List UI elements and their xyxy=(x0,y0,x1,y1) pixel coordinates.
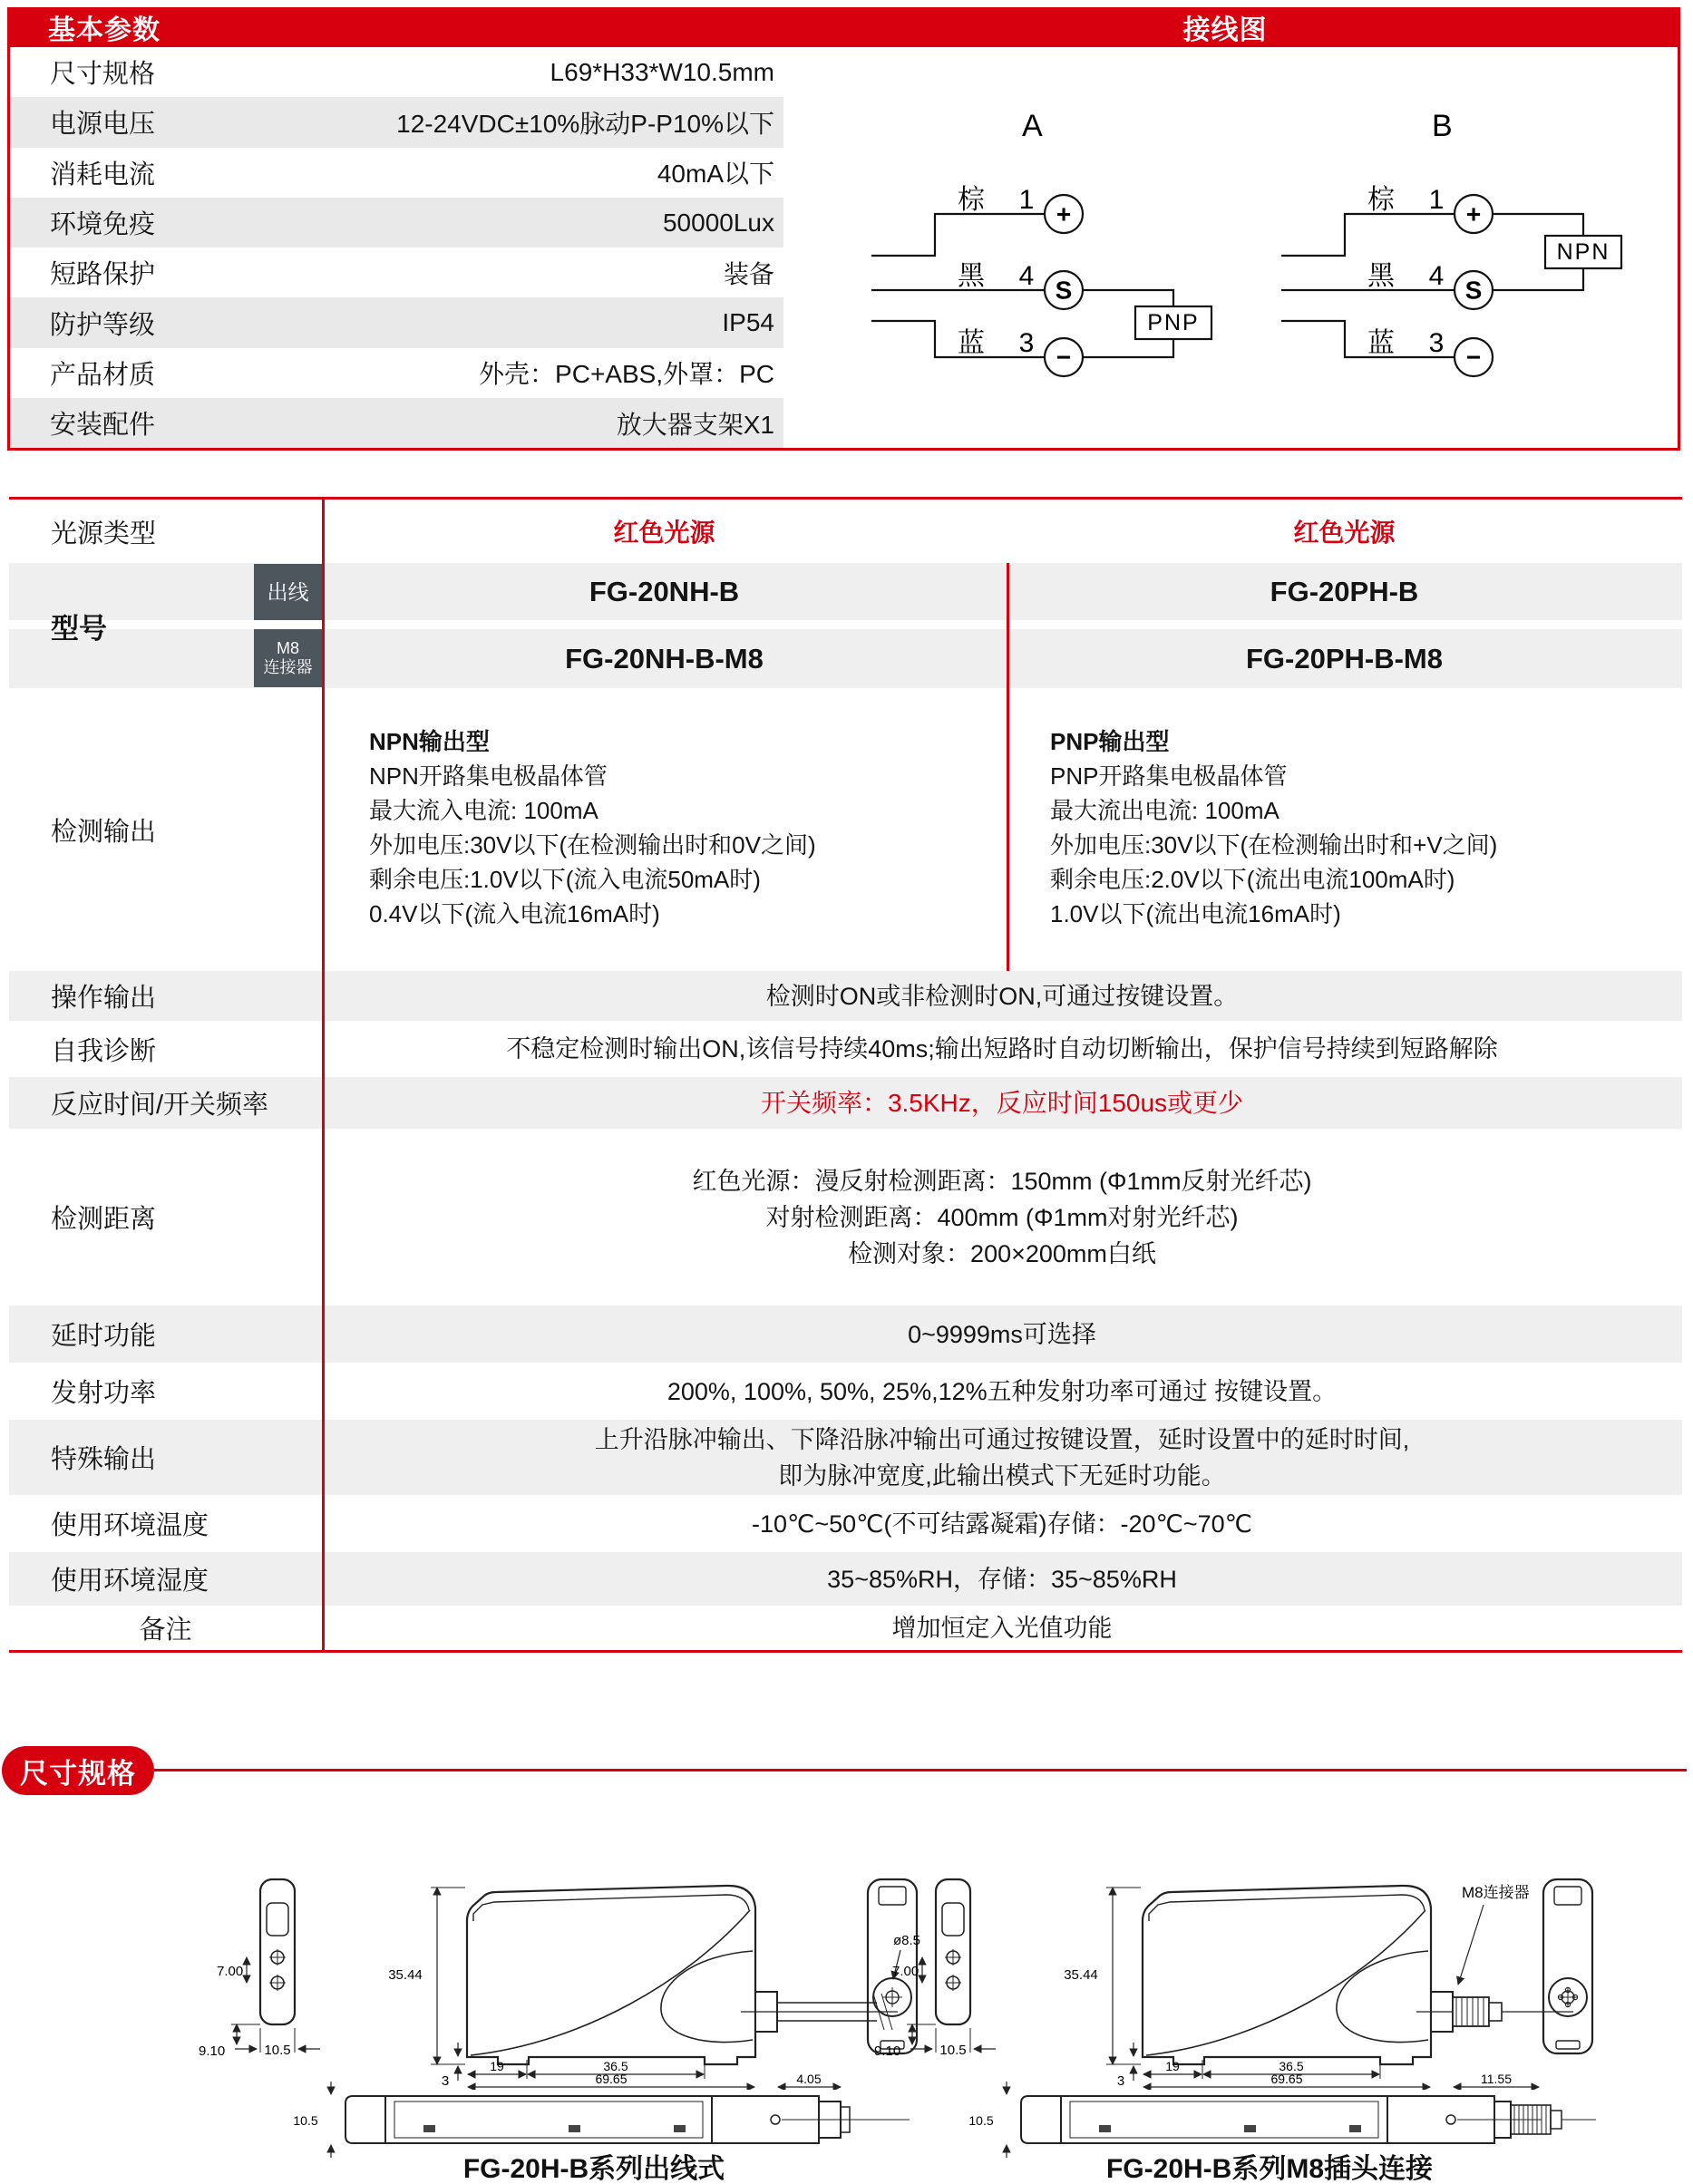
terminal-symbol: + xyxy=(1056,199,1072,228)
output-type-box: NPN xyxy=(1556,239,1610,265)
spec-row xyxy=(9,1363,1682,1420)
row-label: 检测输出 xyxy=(51,817,157,847)
param-label: 环境免疫 xyxy=(50,210,156,240)
spec-value xyxy=(322,1420,1682,1495)
dim-foot-height: 3 xyxy=(1116,2073,1125,2089)
wire-color-label: 蓝 xyxy=(1367,328,1395,358)
spec-value-line: 红色光源：漫反射检测距离：150mm (Φ1mm反射光纤芯) xyxy=(692,1167,1312,1195)
dim-hole-pitch: 7.00 xyxy=(217,1964,244,1979)
wiring-svg-a xyxy=(844,76,1243,384)
row-label: 检测距离 xyxy=(51,1205,157,1234)
dim-strip-width: 10.5 xyxy=(293,2113,318,2128)
detect-output-line: 外加电压:30V以下(在检测输出时和0V之间) xyxy=(369,831,816,859)
terminal-symbol: − xyxy=(1465,343,1482,372)
detect-output-line: 0.4V以下(流入电流16mA时) xyxy=(369,900,660,927)
detect-output-line: 外加电压:30V以下(在检测输出时和+V之间) xyxy=(1050,831,1498,859)
spec-value-line: 上升沿脉冲输出、下降沿脉冲输出可通过按键设置，延时设置中的延时时间, xyxy=(594,1425,1410,1453)
spec-value: 增加恒定入光值功能 xyxy=(891,1614,1113,1642)
detect-output-line: 剩余电压:1.0V以下(流入电流50mA时) xyxy=(369,866,761,893)
row-light-source xyxy=(9,500,1682,563)
spec-row xyxy=(9,971,1682,1021)
spec-row xyxy=(9,1495,1682,1552)
model-name: FG-20NH-B-M8 xyxy=(565,642,764,675)
wiring-diagram-a xyxy=(844,76,1243,389)
row-label: 特殊输出 xyxy=(51,1445,157,1474)
dim-foot-left: 19 xyxy=(490,2059,504,2073)
dim-width: 10.5 xyxy=(939,2043,967,2058)
spec-value: 不稳定检测时输出ON,该信号持续40ms;输出短路时自动切断输出，保护信号持续到短路解除 xyxy=(506,1035,1498,1063)
spec-value: 开关频率：3.5KHz，反应时间150us或更少 xyxy=(760,1088,1244,1117)
wire-color-label: 黑 xyxy=(1367,261,1395,291)
basic-param-row xyxy=(10,198,783,248)
spec-table xyxy=(9,497,1682,1653)
terminal-symbol: S xyxy=(1464,276,1483,305)
basic-param-row xyxy=(10,348,783,398)
model-name: FG-20NH-B xyxy=(589,575,740,607)
row-label: 自我诊断 xyxy=(51,1036,157,1066)
strip-svg-m8 xyxy=(871,2080,1605,2183)
dim-hole-pitch: 7.00 xyxy=(892,1964,919,1979)
spec-value: 检测时ON或非检测时ON,可通过按键设置。 xyxy=(765,982,1239,1010)
m8-connector-label: M8连接器 xyxy=(1462,1884,1530,1901)
wire-pin-number: 4 xyxy=(1018,261,1035,291)
wiring-diagram-title: 接线图 xyxy=(1182,15,1268,45)
wire-pin-number: 1 xyxy=(1018,185,1035,215)
strip-svg-cable xyxy=(195,2080,929,2183)
wire-pin-number: 1 xyxy=(1428,185,1445,215)
drawing-caption: FG-20H-B系列出线式 xyxy=(462,2154,725,2183)
spec-row xyxy=(9,1077,1682,1129)
param-value: L69*H33*W10.5mm xyxy=(550,57,774,86)
badge-wire-out: 出线 xyxy=(254,564,322,620)
row-label: 型号 xyxy=(51,612,107,645)
dimension-drawing-wire-version xyxy=(195,1863,929,2090)
row-model xyxy=(9,563,1682,688)
npn-output-block: NPN输出型 NPN开路集电极晶体管 最大流入电流: 100mA 外加电压:30V以下(在检测输出时和0V之间) 剩余电压:1.0V以下(流入电流50mA时) 0.4V以下(流入电流16mA时) xyxy=(322,688,1007,971)
dim-foot-span: 36.5 xyxy=(1279,2059,1304,2073)
spec-row xyxy=(9,1552,1682,1606)
basic-params-title: 基本参数 xyxy=(48,15,161,45)
dim-cable-diameter: ø8.5 xyxy=(893,1933,921,1948)
diagram-letter: B xyxy=(1432,109,1453,143)
param-value: 50000Lux xyxy=(662,208,774,237)
spec-value-line: 检测对象：200×200mm白纸 xyxy=(848,1239,1156,1267)
spec-row xyxy=(9,1606,1682,1650)
wire-color-label: 黑 xyxy=(958,261,985,291)
wire-pin-number: 3 xyxy=(1428,328,1445,358)
dim-foot-height: 3 xyxy=(441,2073,450,2089)
row-label: 备注 xyxy=(139,1616,192,1645)
output-type-box: PNP xyxy=(1147,310,1200,335)
row-label: 反应时间/开关频率 xyxy=(51,1091,269,1120)
label-column-divider xyxy=(322,500,325,1650)
basic-param-row xyxy=(10,248,783,297)
spec-row xyxy=(9,1306,1682,1363)
detect-output-line: NPN开路集电极晶体管 xyxy=(369,762,608,790)
terminal-symbol: S xyxy=(1055,276,1073,305)
row-label: 操作输出 xyxy=(51,984,157,1013)
terminal-symbol: − xyxy=(1056,343,1072,372)
spec-value: 35~85%RH，存储：35~85%RH xyxy=(827,1565,1177,1593)
row-label: 使用环境湿度 xyxy=(51,1567,209,1596)
badge-m8-connector: M8 连接器 xyxy=(254,629,322,687)
dim-height: 35.44 xyxy=(388,1967,423,1983)
param-label: 产品材质 xyxy=(50,360,156,390)
section-header-bar xyxy=(10,7,1678,47)
spec-value: 0~9999ms可选择 xyxy=(908,1320,1096,1348)
dim-m8-tail: 11.55 xyxy=(1481,2072,1512,2086)
param-value: 放大器支架X1 xyxy=(616,410,774,439)
basic-param-row xyxy=(10,97,783,147)
wire-pin-number: 4 xyxy=(1428,261,1445,291)
detect-output-line: 最大流出电流: 100mA xyxy=(1050,797,1279,824)
top-view-strip-wire-version xyxy=(195,2080,929,2183)
spec-row xyxy=(9,1420,1682,1495)
wiring-svg-b xyxy=(1254,76,1653,384)
wire-color-label: 棕 xyxy=(958,185,985,215)
spec-value-line: 对射检测距离：400mm (Φ1mm对射光纤芯) xyxy=(765,1203,1239,1231)
drawing-caption: FG-20H-B系列M8插头连接 xyxy=(1105,2154,1434,2183)
detect-output-line: 最大流入电流: 100mA xyxy=(369,797,598,824)
detect-output-line: PNP开路集电极晶体管 xyxy=(1050,762,1288,790)
pnp-output-block: PNP输出型 PNP开路集电极晶体管 最大流出电流: 100mA 外加电压:30V以下(在检测输出时和+V之间) 剩余电压:2.0V以下(流出电流100mA时) 1.0V以下(流出电流16mA时) xyxy=(1007,688,1682,971)
dim-foot-left: 19 xyxy=(1165,2059,1180,2073)
top-view-strip-m8-version xyxy=(871,2080,1605,2183)
dimension-svg-cable xyxy=(195,1863,929,2090)
basic-param-row xyxy=(10,47,783,97)
dim-bottom-offset: 9.10 xyxy=(199,2043,226,2059)
param-value: 装备 xyxy=(723,259,774,288)
model-name: FG-20PH-B xyxy=(1270,575,1419,607)
basic-param-row xyxy=(10,148,783,198)
dim-foot-span: 36.5 xyxy=(603,2059,628,2073)
model-column-divider xyxy=(1007,563,1009,971)
dimension-drawing-m8-version xyxy=(871,1863,1605,2090)
spec-value: 200%, 100%, 50%, 25%,12%五种发射功率可通过 按键设置。 xyxy=(666,1377,1338,1405)
param-label: 安装配件 xyxy=(50,411,156,441)
param-label: 尺寸规格 xyxy=(50,60,156,90)
detect-output-line: 1.0V以下(流出电流16mA时) xyxy=(1050,900,1341,927)
row-label: 光源类型 xyxy=(51,519,157,548)
spec-row xyxy=(9,1129,1682,1306)
basic-params-section xyxy=(7,7,1680,451)
dimensions-section-rule xyxy=(154,1769,1687,1771)
dim-bottom-offset: 9.10 xyxy=(874,2043,901,2059)
dim-length: 69.65 xyxy=(1270,2072,1303,2086)
basic-param-row xyxy=(10,297,783,347)
light-source-col1: 红色光源 xyxy=(613,519,715,547)
row-label: 延时功能 xyxy=(51,1322,157,1351)
spec-table-rows xyxy=(9,500,1682,1650)
diagram-letter: A xyxy=(1022,109,1043,143)
basic-params-table xyxy=(10,47,783,448)
wire-color-label: 蓝 xyxy=(958,328,985,358)
param-value: 40mA以下 xyxy=(657,160,774,189)
dim-strip-width: 10.5 xyxy=(968,2113,994,2128)
wiring-diagram-b xyxy=(1254,76,1653,389)
wire-color-label: 棕 xyxy=(1367,185,1395,215)
light-source-col2: 红色光源 xyxy=(1293,519,1396,547)
dim-cable-tail: 4.05 xyxy=(796,2072,822,2086)
spec-value xyxy=(322,1129,1682,1306)
basic-param-row xyxy=(10,398,783,448)
param-value: 外壳：PC+ABS,外罩：PC xyxy=(479,360,774,389)
param-value: 12-24VDC±10%脉动P-P10%以下 xyxy=(396,109,774,138)
dimensions-section-title: 尺寸规格 xyxy=(2,1746,154,1795)
dim-length: 69.65 xyxy=(595,2072,628,2086)
wire-pin-number: 3 xyxy=(1018,328,1035,358)
spec-value-line: 即为脉冲宽度,此输出模式下无延时功能。 xyxy=(778,1461,1226,1490)
model-name: FG-20PH-B-M8 xyxy=(1245,642,1443,675)
dim-width: 10.5 xyxy=(264,2043,291,2058)
terminal-symbol: + xyxy=(1465,199,1482,228)
row-label: 使用环境温度 xyxy=(51,1511,209,1540)
row-detect-output xyxy=(9,688,1682,971)
row-label: 发射功率 xyxy=(51,1379,157,1408)
dim-height: 35.44 xyxy=(1064,1967,1098,1983)
param-label: 短路保护 xyxy=(50,260,156,290)
param-label: 消耗电流 xyxy=(50,160,156,189)
param-label: 电源电压 xyxy=(50,110,156,140)
spec-value: -10℃~50℃(不可结露凝霜)存储：-20℃~70℃ xyxy=(752,1509,1252,1538)
param-label: 防护等级 xyxy=(50,310,156,340)
spec-row xyxy=(9,1021,1682,1077)
dimension-svg-m8 xyxy=(871,1863,1605,2090)
param-value: IP54 xyxy=(722,308,774,337)
detect-output-line: 剩余电压:2.0V以下(流出电流100mA时) xyxy=(1050,866,1455,893)
